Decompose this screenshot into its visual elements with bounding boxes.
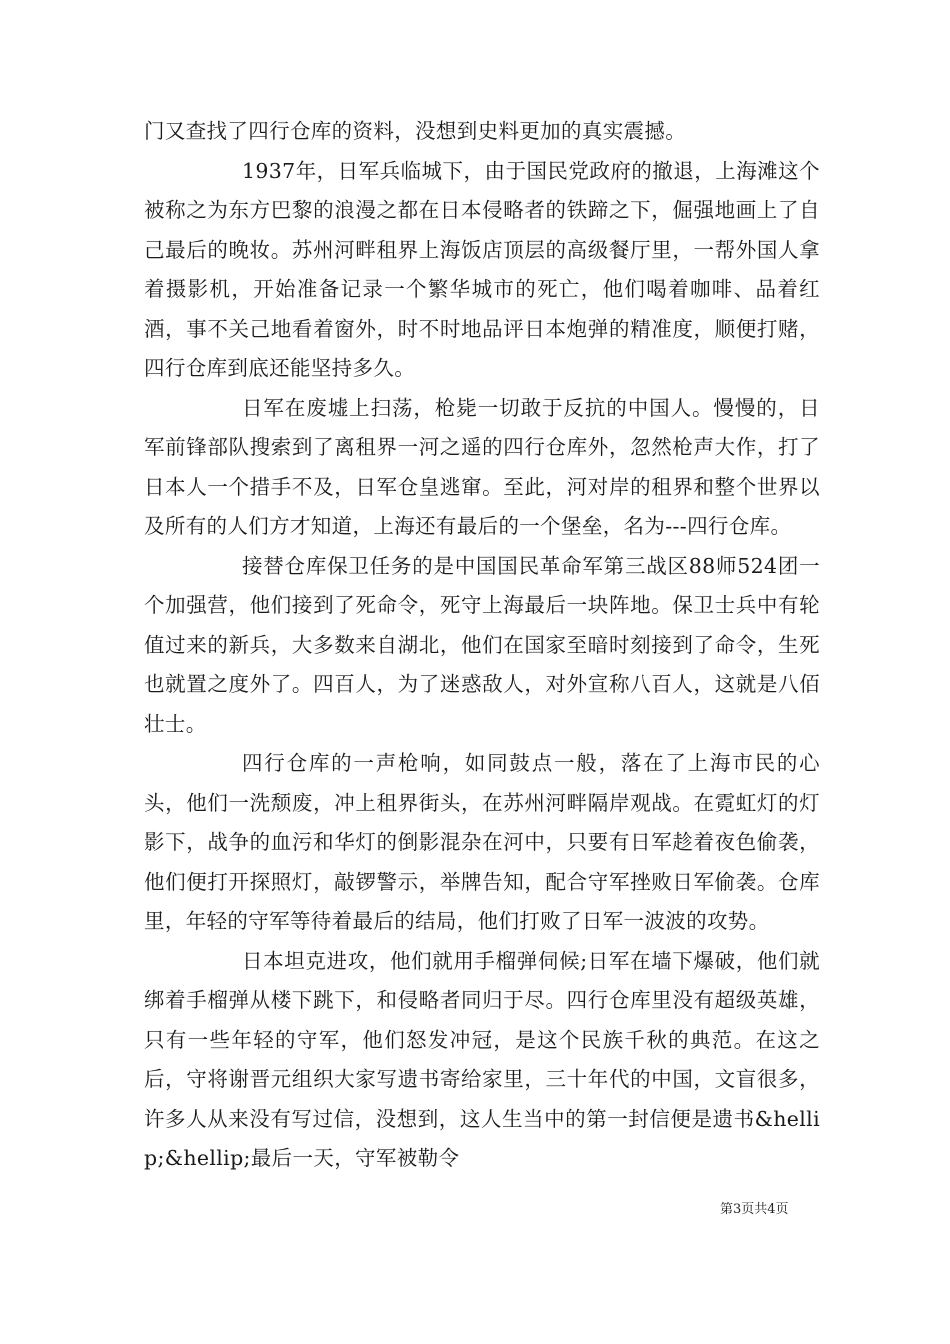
document-body [144,112,820,1179]
paragraph-6: 日本坦克进攻，他们就用手榴弹伺候;日军在墙下爆破，他们就绑着手榴弹从楼下跳下，和侵略者同归于尽。四行仓库里没有超级英雄，只有一些年轻的守军，他们怒发冲冠，是这个民族千秋的典范。在这之后，守将谢晋元组织大家写遗书寄给家里，三十年代的中国，文盲很多，许多人从来没有写过信，没想到，这人生当中的第一封信便是遗书&hellip;&hellip;最后一天，守军被勒令 [144,948,820,1170]
paragraph-3: 日军在废墟上扫荡，枪毙一切敢于反抗的中国人。慢慢的，日军前锋部队搜索到了离租界一河之遥的四行仓库外，忽然枪声大作，打了日本人一个措手不及，日军仓皇逃窜。至此，河对岸的租界和整个世界以及所有的人们方才知道，上海还有最后的一个堡垒，名为---四行仓库。 [144,395,820,538]
paragraph-5: 四行仓库的一声枪响，如同鼓点一般，落在了上海市民的心头，他们一洗颓废，冲上租界街头，在苏州河畔隔岸观战。在霓虹灯的灯影下，战争的血污和华灯的倒影混杂在河中，只要有日军趁着夜色偷袭，他们便打开探照灯，敲锣警示，举牌告知，配合守军挫败日军偷袭。仓库里，年轻的守军等待着最后的结局，他们打败了日军一波波的攻势。 [144,751,820,933]
page-number-footer: 第3页共4页 [720,1202,789,1217]
paragraph-1: 门又查找了四行仓库的资料，没想到史料更加的真实震撼。 [144,119,687,143]
paragraph-2: 1937年，日军兵临城下，由于国民党政府的撤退，上海滩这个被称之为东方巴黎的浪漫之都在日本侵略者的铁蹄之下，倔强地画上了自己最后的晚妆。苏州河畔租界上海饭店顶层的高级餐厅里，一帮外国人拿着摄影机，开始准备记录一个繁华城市的死亡，他们喝着咖啡、品着红酒，事不关己地看着窗外，时不时地品评日本炮弹的精准度，顺便打赌，四行仓库到底还能坚持多久。 [144,158,820,380]
paragraph-4: 接替仓库保卫任务的是中国国民革命军第三战区88师524团一个加强营，他们接到了死命令，死守上海最后一块阵地。保卫士兵中有轮值过来的新兵，大多数来自湖北，他们在国家至暗时刻接到了命令，生死也就置之度外了。四百人，为了迷惑敌人，对外宣称八百人，这就是八佰壮士。 [144,553,820,736]
